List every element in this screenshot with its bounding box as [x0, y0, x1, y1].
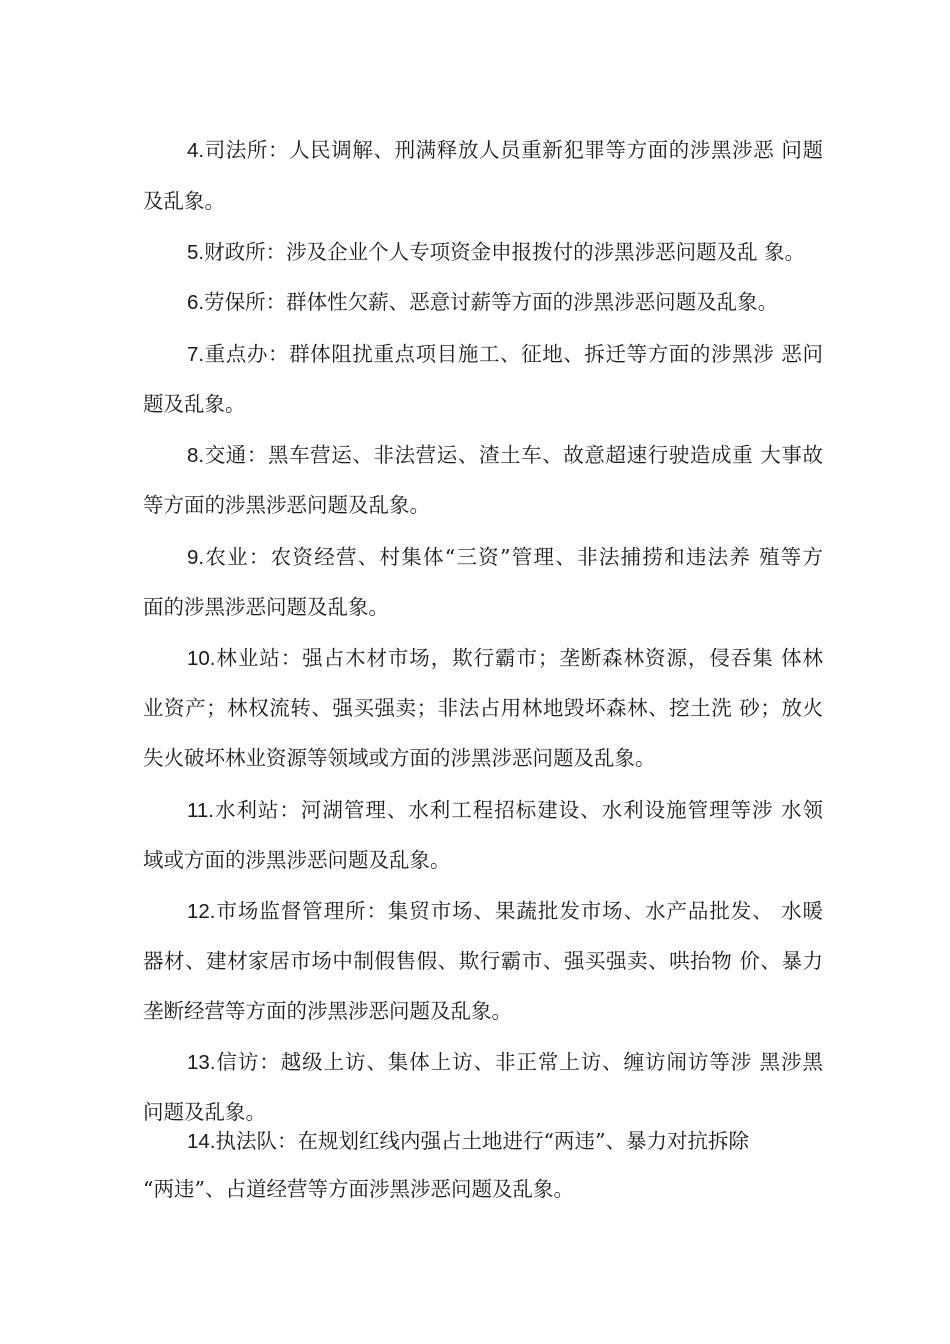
item-13-line-2: 问题及乱象。 — [143, 1100, 266, 1124]
item-12-line-3: 垄断经营等方面的涉黑涉恶问题及乱象。 — [143, 999, 512, 1023]
item-13-line-1 — [187, 1048, 823, 1077]
item-7-line-2: 题及乱象。 — [143, 392, 246, 416]
item-text: 司法所：人民调解、刑满释放人员重新犯罪等方面的涉黑涉恶 问题 — [204, 138, 823, 162]
item-number: 4. — [187, 139, 205, 162]
item-12-line-1 — [187, 897, 823, 926]
item-4-line-1 — [187, 136, 823, 165]
item-8-line-1 — [187, 441, 823, 470]
item-4-line-2: 及乱象。 — [143, 189, 225, 213]
item-number: 9. — [187, 546, 205, 569]
item-text: 信访：越级上访、集体上访、非正常上访、缠访闹访等涉 黑涉黑 — [215, 1050, 823, 1074]
item-11-line-1 — [187, 796, 823, 825]
item-number: 7. — [187, 343, 205, 366]
item-text: 执法队：在规划红线内强占土地进行“两违”、暴力对抗拆除 — [215, 1129, 749, 1153]
item-text: 重点办：群体阻扰重点项目施工、征地、拆迁等方面的涉黑涉 恶问 — [204, 342, 823, 366]
item-number: 8. — [187, 444, 205, 467]
item-number: 5. — [187, 241, 205, 264]
item-10-line-1 — [187, 644, 823, 673]
item-number: 6. — [187, 291, 205, 314]
item-10-line-2: 业资产；林权流转、强买强卖；非法占用林地毁坏森林、挖土洗 砂；放火 — [143, 696, 823, 720]
item-text: 劳保所：群体性欠薪、恶意讨薪等方面的涉黑涉恶问题及乱象。 — [204, 290, 779, 314]
item-5-line-1 — [187, 238, 823, 267]
item-14-line-2: “两违”、占道经营等方面涉黑涉恶问题及乱象。 — [143, 1177, 574, 1201]
item-9-line-1 — [187, 543, 823, 572]
item-number: 10. — [187, 647, 216, 670]
item-text: 财政所：涉及企业个人专项资金申报拨付的涉黑涉恶问题及乱 象。 — [204, 240, 806, 264]
item-number: 11. — [187, 799, 214, 822]
item-10-line-3: 失火破坏林业资源等领域或方面的涉黑涉恶问题及乱象。 — [143, 746, 656, 770]
item-text: 水利站：河湖管理、水利工程招标建设、水利设施管理等涉 水领 — [213, 798, 823, 822]
item-text: 林业站：强占木材市场，欺行霸市；垄断森林资源，侵吞集 体林 — [215, 646, 823, 670]
item-number: 12. — [187, 900, 216, 923]
item-text: 交通：黑车营运、非法营运、渣土车、故意超速行驶造成重 大事故 — [204, 443, 823, 467]
item-9-line-2: 面的涉黑涉恶问题及乱象。 — [143, 595, 389, 619]
item-text: 市场监督管理所：集贸市场、果蔬批发市场、水产品批发、 水暖 — [215, 899, 823, 923]
item-6-line-1 — [187, 288, 823, 317]
item-7-line-1 — [187, 340, 823, 369]
item-8-line-2: 等方面的涉黑涉恶问题及乱象。 — [143, 493, 430, 517]
item-text: 农业：农资经营、村集体“三资”管理、非法捕捞和违法养 殖等方 — [204, 545, 823, 569]
item-14-line-1 — [187, 1127, 823, 1156]
item-12-line-2: 器材、建材家居市场中制假售假、欺行霸市、强买强卖、哄抬物 价、暴力 — [143, 949, 823, 973]
item-number: 13. — [187, 1051, 216, 1074]
item-11-line-2: 域或方面的涉黑涉恶问题及乱象。 — [143, 848, 451, 872]
item-number: 14. — [187, 1130, 216, 1153]
